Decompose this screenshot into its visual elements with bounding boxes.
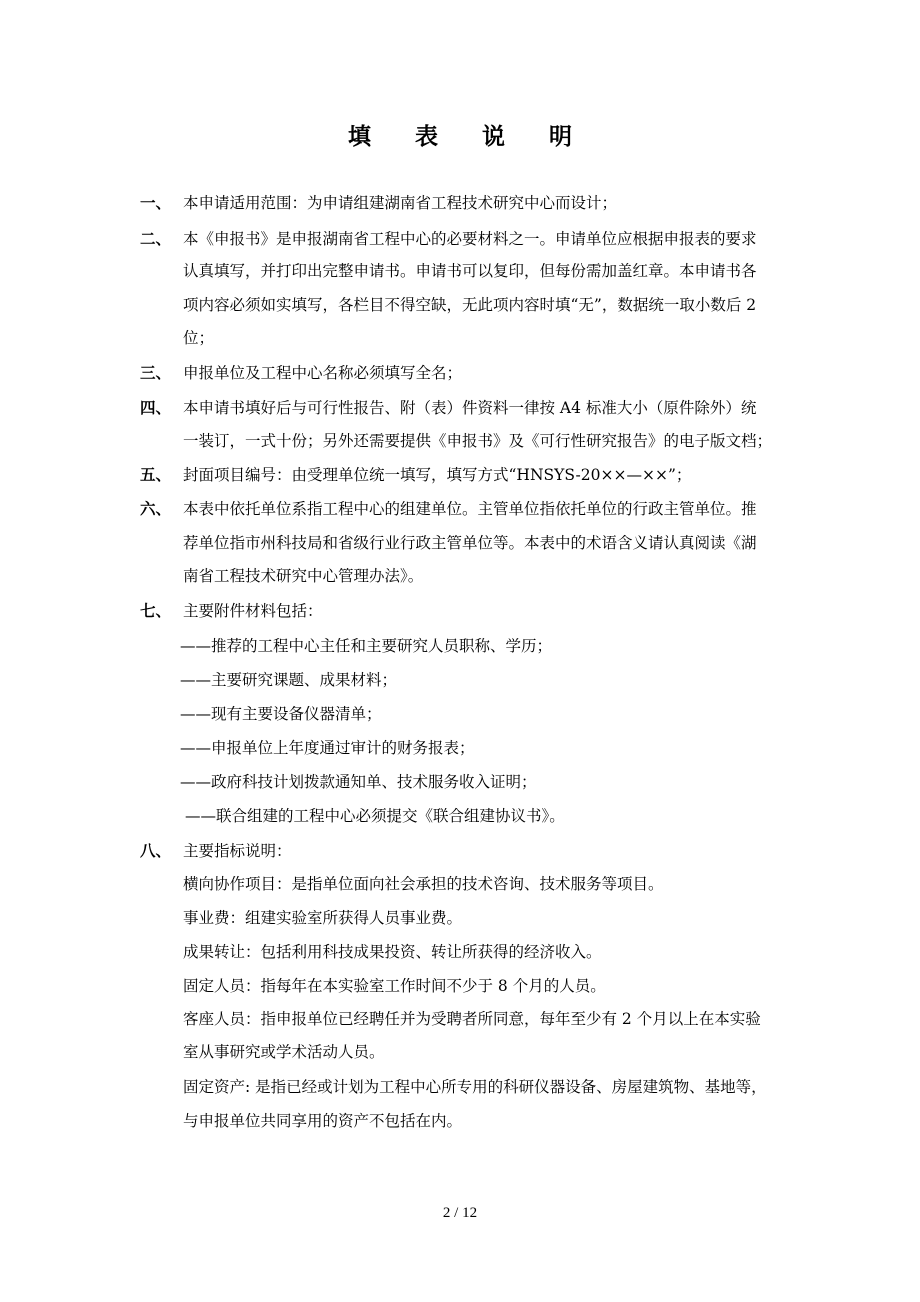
item-number-7: 七、 bbox=[140, 601, 172, 620]
item-5-line-1: 封面项目编号：由受理单位统一填写，填写方式“HNSYS-20××—××”； bbox=[183, 466, 692, 484]
attachment-item-4: ——申报单位上年度通过审计的财务报表； bbox=[180, 739, 475, 757]
item-number-1: 一、 bbox=[140, 193, 172, 212]
attachment-item-6: ——联合组建的工程中心必须提交《联合组建协议书》。 bbox=[185, 807, 565, 825]
indicator-line-6: 室从事研究或学术活动人员。 bbox=[183, 1043, 385, 1061]
indicator-line-4: 固定人员：指每年在本实验室工作时间不少于 8 个月的人员。 bbox=[183, 977, 606, 995]
attachment-item-3: ——现有主要设备仪器清单； bbox=[180, 705, 382, 723]
item-number-2: 二、 bbox=[140, 229, 172, 248]
item-6-line-3: 南省工程技术研究中心管理办法》。 bbox=[183, 567, 424, 585]
indicator-line-8: 与申报单位共同享用的资产不包括在内。 bbox=[183, 1112, 463, 1130]
item-8-line-1: 主要指标说明： bbox=[183, 842, 292, 860]
item-number-5: 五、 bbox=[140, 465, 172, 484]
item-6-line-2: 荐单位指市州科技局和省级行业行政主管单位等。本表中的术语含义请认真阅读《湖 bbox=[183, 534, 757, 552]
indicator-line-5: 客座人员：指申报单位已经聘任并为受聘者所同意，每年至少有 2 个月以上在本实验 bbox=[183, 1010, 761, 1028]
item-1-line-1: 本申请适用范围：为申请组建湖南省工程技术研究中心而设计； bbox=[183, 194, 618, 212]
item-4-line-1: 本申请书填好后与可行性报告、附（表）件资料一律按 A4 标准大小（原件除外）统 bbox=[183, 399, 757, 417]
item-number-3: 三、 bbox=[140, 363, 172, 382]
indicator-line-7: 固定资产: 是指已经或计划为工程中心所专用的科研仪器设备、房屋建筑物、基地等， bbox=[183, 1078, 767, 1096]
item-2-line-2: 认真填写，并打印出完整申请书。申请书可以复印，但每份需加盖红章。本申请书各 bbox=[183, 262, 757, 280]
item-number-4: 四、 bbox=[140, 398, 172, 417]
item-4-line-2: 一装订，一式十份；另外还需要提供《申报书》及《可行性研究报告》的电子版文档； bbox=[183, 432, 773, 450]
indicator-line-2: 事业费：组建实验室所获得人员事业费。 bbox=[183, 909, 463, 927]
item-2-line-4: 位； bbox=[183, 329, 215, 347]
page-title: 填 表 说 明 bbox=[347, 123, 591, 150]
item-2-line-3: 项内容必须如实填写，各栏目不得空缺，无此项内容时填“无”，数据统一取小数后 2 bbox=[183, 296, 757, 314]
item-6-line-1: 本表中依托单位系指工程中心的组建单位。主管单位指依托单位的行政主管单位。推 bbox=[183, 500, 757, 518]
attachment-item-5: ——政府科技计划拨款通知单、技术服务收入证明； bbox=[180, 773, 537, 791]
item-7-line-1: 主要附件材料包括： bbox=[183, 602, 323, 620]
page-number: 2 / 12 bbox=[442, 1205, 478, 1221]
attachment-item-2: ——主要研究课题、成果材料； bbox=[180, 671, 398, 689]
item-3-line-1: 申报单位及工程中心名称必须填写全名； bbox=[183, 364, 463, 382]
indicator-line-3: 成果转让：包括利用科技成果投资、转让所获得的经济收入。 bbox=[183, 943, 602, 961]
item-2-line-1: 本《申报书》是申报湖南省工程中心的必要材料之一。申请单位应根据申报表的要求 bbox=[183, 230, 757, 248]
indicator-line-1: 横向协作项目：是指单位面向社会承担的技术咨询、技术服务等项目。 bbox=[183, 875, 664, 893]
item-number-6: 六、 bbox=[140, 499, 172, 518]
item-number-8: 八、 bbox=[140, 841, 172, 860]
attachment-item-1: ——推荐的工程中心主任和主要研究人员职称、学历； bbox=[180, 637, 553, 655]
